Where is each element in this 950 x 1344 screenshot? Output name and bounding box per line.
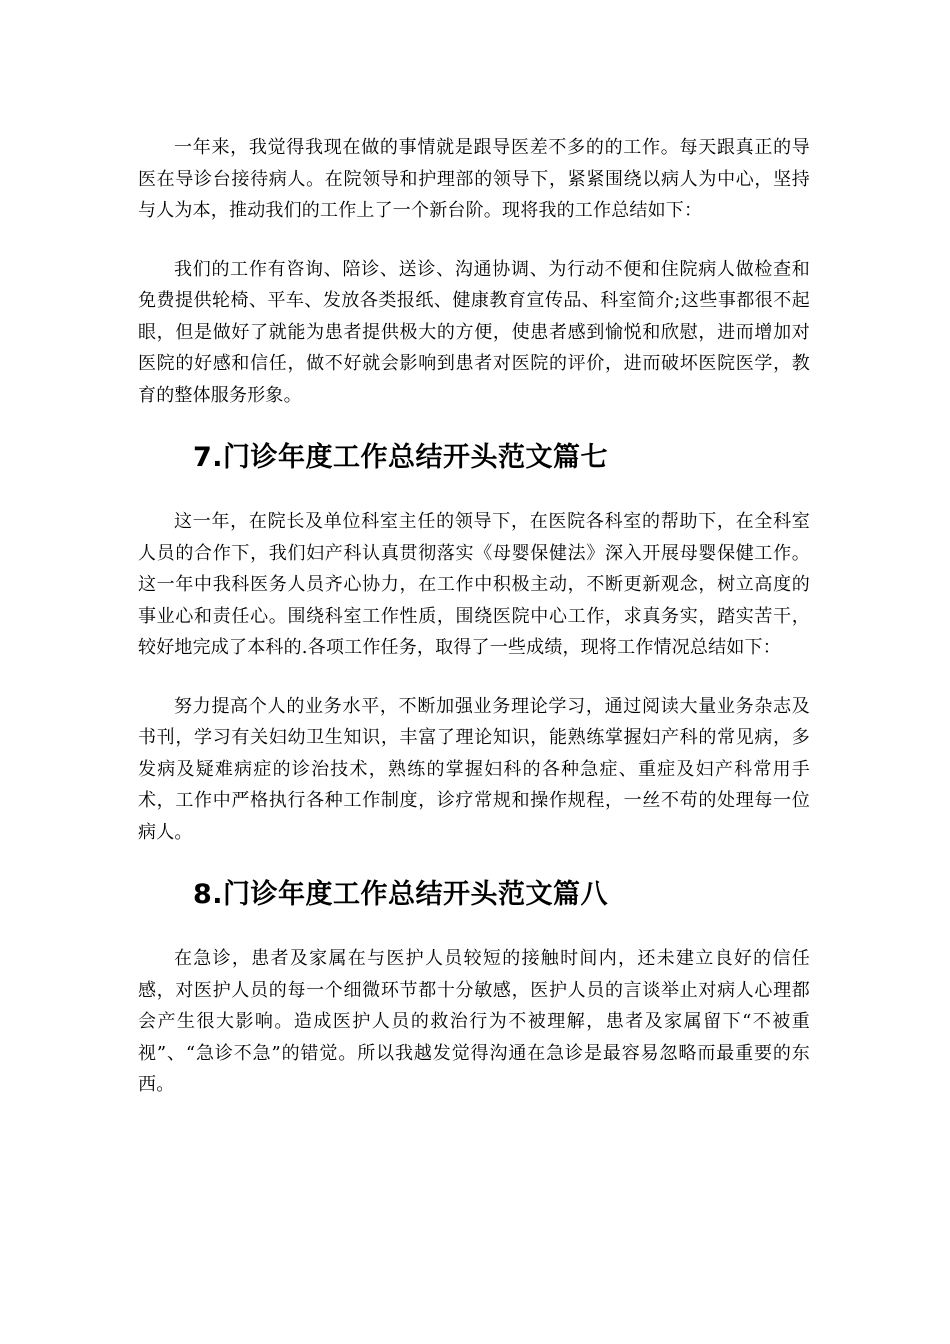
document-page bbox=[138, 132, 810, 1128]
body-paragraph: 我们的工作有咨询、陪诊、送诊、沟通协调、为行动不便和住院病人做检查和免费提供轮椅、平车、发放各类报纸、健康教育宣传品、科室简介;这些事都很不起眼，但是做好了就能为患者提供极大的方便，使患者感到愉悦和欣慰，进而增加对医院的好感和信任，做不好就会影响到患者对医院的评价，进而破坏医院医学，教育的整体服务形象。 bbox=[138, 258, 810, 406]
body-paragraph: 一年来，我觉得我现在做的事情就是跟导医差不多的的工作。每天跟真正的导医在导诊台接待病人。在院领导和护理部的领导下，紧紧围绕以病人为中心，坚持与人为本，推动我们的工作上了一个新台阶。现将我的工作总结如下： bbox=[138, 137, 810, 221]
body-paragraph: 这一年，在院长及单位科室主任的领导下，在医院各科室的帮助下，在全科室人员的合作下，我们妇产科认真贯彻落实《母婴保健法》深入开展母婴保健工作。这一年中我科医务人员齐心协力，在工作中积极主动，不断更新观念，树立高度的事业心和责任心。围绕科室工作性质，围绕医院中心工作，求真务实，踏实苦干，较好地完成了本科的.各项工作任务，取得了一些成绩，现将工作情况总结如下： bbox=[138, 511, 810, 658]
body-paragraph: 努力提高个人的业务水平，不断加强业务理论学习，通过阅读大量业务杂志及书刊，学习有关妇幼卫生知识，丰富了理论知识，能熟练掌握妇产科的常见病，多发病及疑难病症的诊治技术，熟练的掌握妇科的各种急症、重症及妇产科常用手术，工作中严格执行各种工作制度，诊疗常规和操作规程，一丝不苟的处理每一位病人。 bbox=[138, 695, 810, 843]
section-heading: 8.门诊年度工作总结开头范文篇八 bbox=[193, 879, 609, 910]
body-paragraph: 在急诊，患者及家属在与医护人员较短的接触时间内，还未建立良好的信任感，对医护人员的每一个细微环节都十分敏感，医护人员的言谈举止对病人心理都会产生很大影响。造成医护人员的救治行为不被理解，患者及家属留下“不被重视”、“急诊不急”的错觉。所以我越发觉得沟通在急诊是最容易忽略而最重要的东西。 bbox=[138, 948, 810, 1095]
section-heading: 7.门诊年度工作总结开头范文篇七 bbox=[193, 442, 609, 473]
